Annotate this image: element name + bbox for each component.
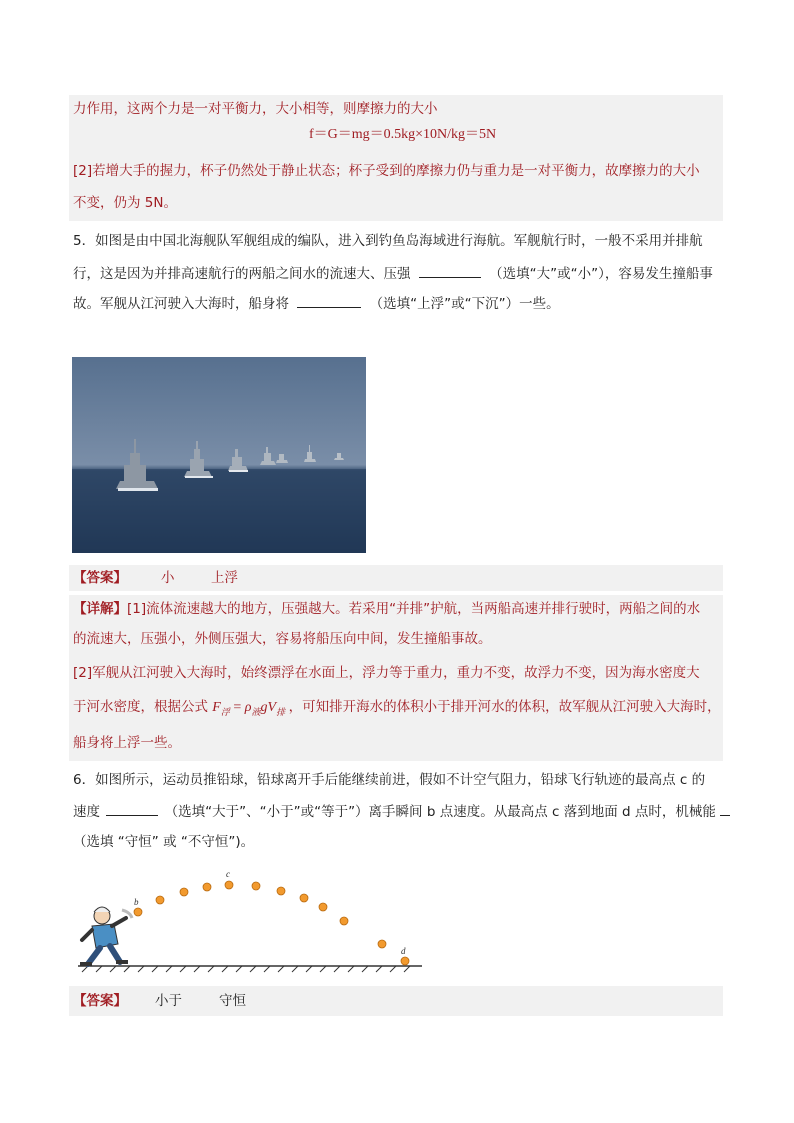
- ball-7: [277, 887, 285, 895]
- q6-line-3: （选填 “守恒” 或 “不守恒”)。: [73, 834, 255, 850]
- q5-detail-line-3: [2]军舰从江河驶入大海时，始终漂浮在水面上，浮力等于重力，重力不变，故浮力不变，因为海水密度大: [73, 665, 700, 681]
- prev-explanation-line-3: [2]若增大手的握力，杯子仍然处于静止状态；杯子受到的摩擦力仍与重力是一对平衡力，故摩擦力的大小: [73, 163, 700, 179]
- formula-V-sub: 排: [276, 706, 286, 717]
- warship-fleet-image: [72, 357, 366, 553]
- ball-6: [252, 882, 260, 890]
- buoyancy-formula: [212, 700, 288, 715]
- question-5: [69, 227, 723, 317]
- ball-d: [401, 957, 409, 965]
- ball-10: [340, 917, 348, 925]
- ball-3: [180, 888, 188, 896]
- q6-line-2-text-b: （选填“大于”、“小于”或“等于”）离手瞬间 b 点速度。从最高点 c 落到地面 d 点时，机械能: [164, 804, 716, 820]
- formula-F-sub: 浮: [220, 706, 230, 717]
- label-b: b: [134, 897, 139, 907]
- q5-line-1: 5．如图是由中国北海舰队军舰组成的编队，进入到钓鱼岛海域进行海航。军舰航行时，一般不采用并排航: [73, 233, 703, 249]
- q6-blank-2[interactable]: [720, 801, 730, 816]
- trajectory: [134, 881, 409, 965]
- question-6: [69, 766, 723, 856]
- formula-F: F: [212, 700, 221, 715]
- prev-explanation: [69, 95, 723, 221]
- q6-line-2-text: 速度: [73, 804, 100, 820]
- q5-detail-line-2: 的流速大，压强小，外侧压强大，容易将船压向中间，发生撞船事故。: [73, 631, 492, 647]
- ball-11: [378, 940, 386, 948]
- formula-g: g: [260, 700, 268, 715]
- formula-rho: ρ: [244, 700, 252, 715]
- q5-detail-line-1: [73, 599, 700, 619]
- q5-line-2: [73, 263, 713, 284]
- q5-detail-label: 【详解】: [73, 601, 127, 617]
- label-d: d: [401, 946, 406, 956]
- ground: [78, 966, 422, 972]
- q5-detail: [69, 595, 723, 761]
- q6-line-2: [73, 801, 730, 822]
- q5-line-2-text: 行，这是因为并排高速航行的两船之间水的流速大、压强: [73, 266, 411, 282]
- q5-detail-line-1-text: [1]流体流速越大的地方，压强越大。若采用“并排”护航，当两船高速并排行驶时，两船之间的水: [127, 601, 701, 617]
- q6-answer-value-1: 小于: [155, 993, 182, 1009]
- q5-blank-2[interactable]: [297, 293, 361, 308]
- q5-line-3-text-b: （选填“上浮”或“下沉”）一些。: [369, 296, 560, 312]
- ball-c: [225, 881, 233, 889]
- label-c: c: [226, 869, 230, 879]
- q5-detail-line-5: 船身将上浮一些。: [73, 735, 181, 751]
- q5-answer-value-2: 上浮: [211, 570, 238, 586]
- q5-line-2-text-b: （选填“大”或“小”），容易发生撞船事: [489, 266, 713, 282]
- prev-explanation-line-4: 不变，仍为 5N。: [73, 195, 177, 211]
- q5-answer-value-1: 小: [161, 570, 175, 586]
- ball-8: [300, 894, 308, 902]
- ball-9: [319, 903, 327, 911]
- q6-answer-value-2: 守恒: [219, 993, 246, 1009]
- ball-b: [134, 908, 142, 916]
- ball-4: [203, 883, 211, 891]
- q6-line-1: 6．如图所示，运动员推铅球，铅球离开手后能继续前进，假如不计空气阻力，铅球飞行轨迹的最高点 c 的: [73, 772, 706, 788]
- formula-V: V: [267, 700, 277, 715]
- formula-equals: =: [233, 700, 242, 715]
- q5-line-3-text: 故。军舰从江河驶入大海时，船身将: [73, 296, 289, 312]
- q5-answer-label: 【答案】: [73, 570, 127, 586]
- shot-put-figure: [74, 868, 426, 980]
- q5-line-3: [73, 293, 560, 314]
- q6-blank-1[interactable]: [106, 801, 158, 816]
- prev-explanation-line-1: 力作用，这两个力是一对平衡力，大小相等，则摩擦力的大小: [73, 101, 438, 117]
- athlete: [80, 907, 132, 966]
- q5-answer: [69, 565, 723, 591]
- q5-detail-line-4: [73, 697, 721, 722]
- q5-blank-1[interactable]: [419, 263, 481, 278]
- q6-answer-label: 【答案】: [73, 993, 127, 1009]
- formula-rho-sub: 液: [251, 706, 261, 717]
- q5-detail-line-4-text-b: ，可知排开海水的体积小于排开河水的体积，故军舰从江河驶入大海时，: [288, 699, 721, 715]
- q5-detail-line-4-text: 于河水密度，根据公式: [73, 699, 208, 715]
- ball-2: [156, 896, 164, 904]
- friction-formula: f＝G＝mg＝0.5kg×10N/kg＝5N: [309, 127, 497, 142]
- q6-answer: [69, 986, 723, 1016]
